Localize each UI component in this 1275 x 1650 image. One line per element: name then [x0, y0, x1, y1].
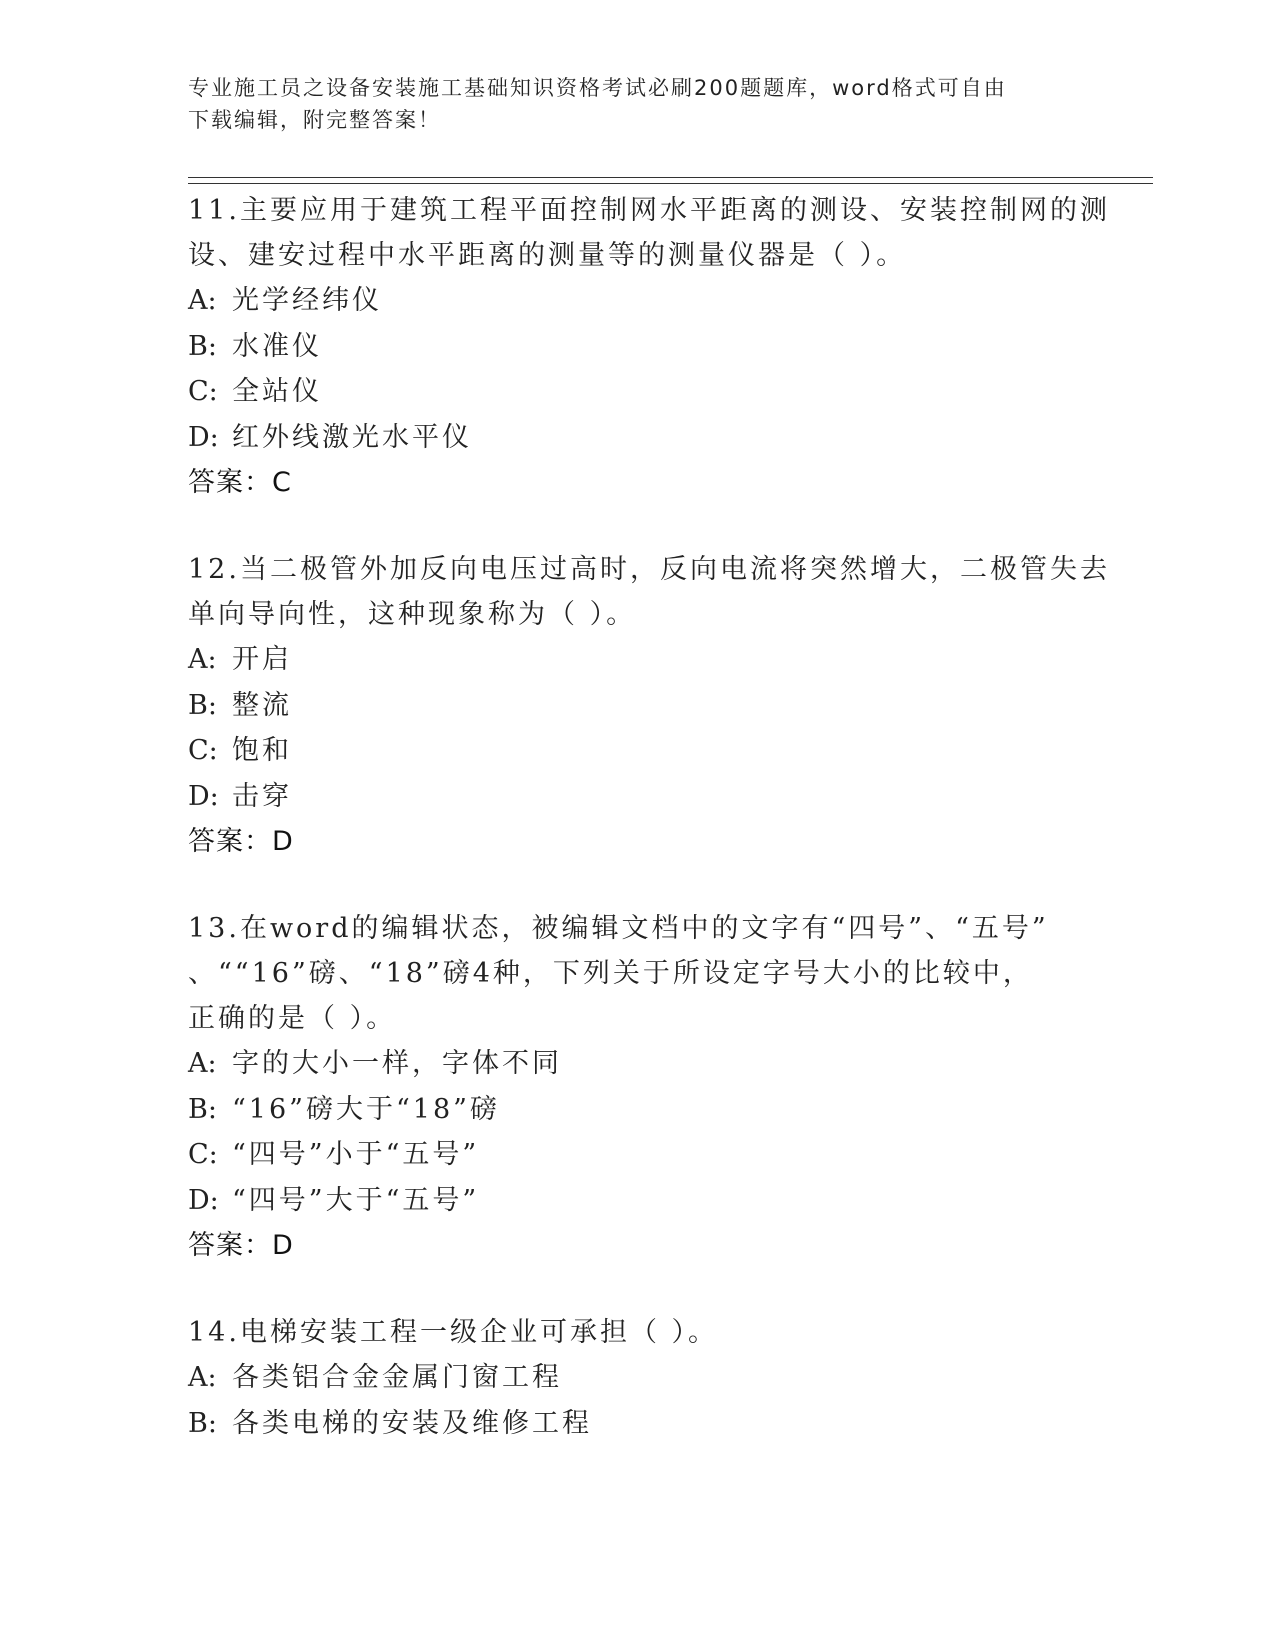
header-line-1: 专业施工员之设备安装施工基础知识资格考试必刷200题题库，word格式可自由	[188, 76, 1007, 100]
option-key: D:	[188, 1184, 219, 1216]
option-text: 饱和	[232, 735, 292, 766]
header-divider-top	[188, 177, 1153, 178]
option-key: D:	[188, 780, 219, 812]
answer-option	[188, 278, 1093, 324]
question-text: 12.当二极管外加反向电压过高时，反向电流将突然增大，二极管失去	[188, 554, 1110, 585]
option-text: “四号”大于“五号”	[232, 1184, 480, 1216]
option-text: “四号”小于“五号”	[232, 1139, 480, 1170]
answer-option	[188, 1355, 1093, 1401]
option-key: C:	[188, 376, 218, 407]
question-text: 11.主要应用于建筑工程平面控制网水平距离的测设、安装控制网的测	[188, 195, 1110, 226]
option-text: 各类铝合金金属门窗工程	[232, 1362, 562, 1393]
answer-option	[188, 1132, 1093, 1178]
answer-option	[188, 1041, 1093, 1087]
option-key: D:	[188, 421, 219, 453]
option-text: 全站仪	[232, 376, 322, 407]
answer-option	[188, 683, 1093, 729]
answer-option	[188, 324, 1093, 370]
answer-option	[188, 728, 1093, 774]
document-header	[188, 72, 1088, 136]
option-text: “16”磅大于“18”磅	[232, 1093, 500, 1125]
option-key: A:	[188, 644, 217, 675]
answer-line: 答案：C	[188, 467, 292, 498]
answer-option	[188, 369, 1093, 415]
option-text: 光学经纬仪	[232, 285, 382, 316]
question-text: 正确的是（ ）。	[188, 1003, 397, 1034]
answer-line: 答案：D	[188, 1230, 294, 1261]
header-line-2: 下载编辑，附完整答案！	[188, 108, 441, 132]
option-key: A:	[188, 1362, 217, 1393]
option-text: 开启	[232, 644, 292, 675]
option-key: B:	[188, 1407, 217, 1439]
question-block	[188, 1310, 1093, 1446]
option-text: 水准仪	[232, 330, 322, 362]
option-key: B:	[188, 330, 217, 362]
option-key: A:	[188, 285, 217, 316]
option-key: A:	[188, 1048, 217, 1079]
option-key: B:	[188, 1093, 217, 1125]
question-text: 单向导向性，这种现象称为（ ）。	[188, 599, 637, 630]
question-text: 14.电梯安装工程一级企业可承担（ ）。	[188, 1317, 719, 1348]
answer-option	[188, 1178, 1093, 1224]
answer-option	[188, 774, 1093, 820]
answer-option	[188, 1401, 1093, 1447]
option-text: 各类电梯的安装及维修工程	[232, 1407, 592, 1439]
question-list	[188, 188, 1110, 1488]
question-text: 设、建安过程中水平距离的测量等的测量仪器是（ ）。	[188, 240, 907, 271]
answer-line: 答案：D	[188, 826, 294, 857]
question-block	[188, 547, 1110, 864]
option-text: 整流	[232, 689, 292, 721]
option-text: 字的大小一样，字体不同	[232, 1048, 562, 1079]
header-divider-bottom	[188, 183, 1153, 184]
option-key: C:	[188, 735, 218, 766]
question-block	[188, 906, 1093, 1268]
answer-option	[188, 415, 1093, 461]
option-text: 击穿	[232, 780, 292, 812]
option-key: B:	[188, 689, 217, 721]
answer-option	[188, 637, 1093, 683]
question-block	[188, 188, 1110, 505]
question-text: 13.在word的编辑状态，被编辑文档中的文字有“四号”、“五号”	[188, 913, 1049, 944]
option-key: C:	[188, 1139, 218, 1170]
option-text: 红外线激光水平仪	[232, 421, 472, 453]
question-text: 、““16”磅、“18”磅4种，下列关于所设定字号大小的比较中，	[188, 958, 1033, 989]
answer-option	[188, 1087, 1093, 1133]
